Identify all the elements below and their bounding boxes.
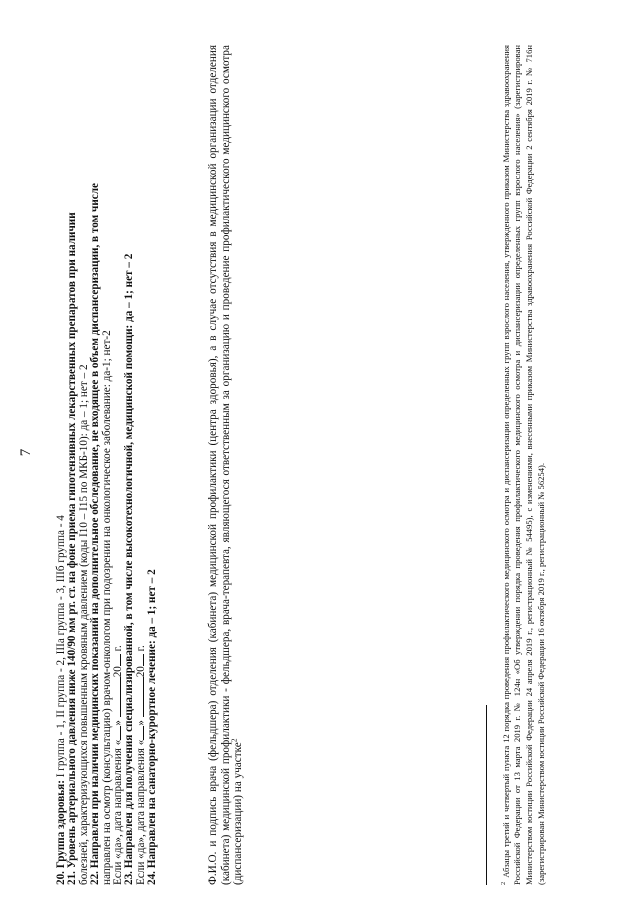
- item-label: Уровень артериального давления ниже 140/90 мм рт. ст. на фоне приема гипотензивных лекарственных препаратов при наличии: [66, 212, 79, 869]
- item-sanatorium: [147, 45, 158, 885]
- date-year: 20: [134, 666, 147, 678]
- item-label: Направлен при наличии медицинских показаний на дополнительное обследование, не входящее в объем диспансеризации, в том числе: [89, 182, 102, 869]
- footnote-reference: 2: [229, 738, 239, 743]
- item-label: Направлен на санаторно-курортное лечение: да – 1; нет – 2: [146, 569, 159, 869]
- day-blank[interactable]: [143, 726, 144, 740]
- day-blank[interactable]: [120, 726, 121, 740]
- item-label: Направлен для получения специализированной, в том числе высокотехнологичной, медицинской помощи: да – 1; нет – 2: [123, 253, 136, 869]
- item-number: 23.: [123, 871, 136, 885]
- date-suffix: г.: [134, 645, 147, 652]
- item-label: Группа здоровья:: [55, 780, 67, 869]
- month-blank[interactable]: [143, 677, 144, 717]
- date-mid: »: [112, 720, 125, 726]
- date-prefix: Если «да», дата направления «: [112, 739, 125, 885]
- footnote: [501, 45, 548, 885]
- footnote-text: Абзацы третий и четвертый пункта 12 порядка проведения профилактического медицинского осмотра и диспансеризации определенных групп взрослого населения, утвержденного приказом Министерства здравоохранения Российской Федерации от 13 марта 2019 г. № 124н «Об утверждении порядка проведения профилактического медицинского осмотра и диспансеризации определенных групп взрослого населения» (зарегистрирован Министерством юстиции Российской Федерации 24 апреля 2019 г., регистрационный № 54495), с изменениями, внесенными приказом Министерства здравоохранения Российской Федерации 2 сентября 2019 г. № 716н (зарегистрирован Министерством юстиции Российской Федерации 16 октября 2019 г., регистрационный № 56254).: [500, 45, 546, 885]
- form-items: [56, 45, 159, 885]
- year-blank[interactable]: [143, 654, 144, 666]
- date-year: 20: [112, 666, 125, 678]
- month-blank[interactable]: [120, 677, 121, 717]
- signature-block: [207, 45, 244, 885]
- item-number: 22.: [89, 871, 102, 885]
- footnote-divider: [486, 705, 487, 885]
- year-blank[interactable]: [120, 654, 121, 666]
- page-number: 7: [18, 448, 34, 457]
- date-mid: »: [134, 720, 147, 726]
- item-continuation: направлен на осмотр (консультацию) врачом-онкологом при подозрении на онкологическое заболевание: да-1; нет-2: [100, 330, 113, 885]
- item-number: 20.: [55, 871, 67, 885]
- date-prefix: Если «да», дата направления «: [134, 739, 147, 885]
- item-referral-exam: [90, 45, 101, 885]
- item-value: I группа - 1, II группа - 2, IIIа группа - 3, IIIб группа - 4: [55, 515, 67, 781]
- item-number: 24.: [146, 871, 159, 885]
- date-suffix: г.: [112, 645, 125, 652]
- item-continuation: болезней, характеризующихся повышенным кровяным давлением (коды I10 – I15 по МКБ-10): да – 1; нет – 2: [77, 364, 90, 885]
- footnote-mark: 2: [499, 881, 507, 885]
- item-number: 21.: [66, 871, 79, 885]
- signature-text: Ф.И.О. и подпись врача (фельдшера) отделения (кабинета) медицинской профилактики (центра здоровья), а в случае отсутствия в медицинской организации отделения (кабинета) медицинской профилактики - фельдшера, врача-терапевта, являющегося ответственным за организацию и проведение профилактического медицинского осмотра (диспансеризации) на участке: [207, 45, 244, 885]
